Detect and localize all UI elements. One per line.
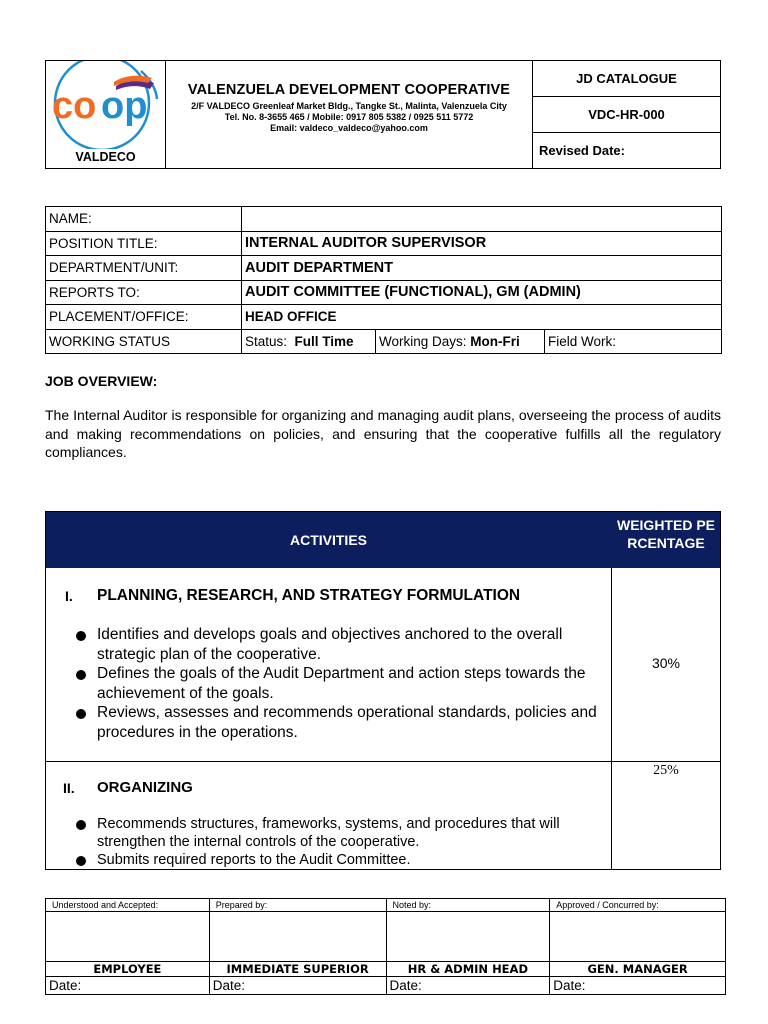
department-value: AUDIT DEPARTMENT <box>242 256 722 281</box>
section-1-items <box>46 625 606 742</box>
name-row <box>46 207 722 232</box>
activities-table <box>45 511 721 870</box>
reports-label: REPORTS TO: <box>46 280 242 305</box>
gm-signature-space <box>550 912 726 962</box>
hr-signature-space <box>386 912 550 962</box>
general-manager-role: GEN. MANAGER <box>550 962 726 977</box>
activities-header-label: ACTIVITIES <box>289 532 367 548</box>
logo-co-text: co <box>52 85 97 127</box>
immediate-superior-role: IMMEDIATE SUPERIOR <box>209 962 386 977</box>
name-label: NAME: <box>46 207 242 232</box>
section-1-number: I. <box>65 588 73 604</box>
hr-admin-head-role: HR & ADMIN HEAD <box>386 962 550 977</box>
section-2-title: ORGANIZING <box>97 779 193 796</box>
organization-address: 2/F VALDECO Greenleaf Market Bldg., Tangke St., Malinta, Valenzuela City <box>191 101 507 111</box>
prepared-by-label: Prepared by: <box>209 899 386 912</box>
placement-label: PLACEMENT/OFFICE: <box>46 305 242 330</box>
bullet-icon <box>76 631 86 641</box>
activities-header <box>46 512 720 568</box>
column-divider <box>611 568 612 870</box>
section-1-item: Reviews, assesses and recommends operational standards, policies and procedures in the operations. <box>46 703 606 742</box>
section-1-title: PLANNING, RESEARCH, AND STRATEGY FORMULATION <box>97 587 521 604</box>
document-code: VDC-HR-000 <box>533 97 720 133</box>
logo-label: VALDECO <box>75 150 136 164</box>
job-overview-text: The Internal Auditor is responsible for organizing and managing audit plans, overseeing the process of audits and making recommendations on policies, and ensuring that the cooperative fulfills all the regulatory compliances. <box>45 407 721 460</box>
section-1-percentage: 30% <box>651 655 681 671</box>
placement-value: HEAD OFFICE <box>242 305 722 330</box>
name-value <box>242 207 722 232</box>
catalogue-title: JD CATALOGUE <box>533 61 720 97</box>
organization-phone: Tel. No. 8-3655 465 / Mobile: 0917 805 5382 / 0925 511 5772 <box>224 112 474 122</box>
catalogue-info <box>533 61 720 168</box>
working-days-label: Working Days: <box>379 333 467 349</box>
section-1-item: Defines the goals of the Audit Department and action steps towards the achievement of the goals. <box>46 664 606 703</box>
signature-header-row <box>46 899 726 912</box>
organization-name: VALENZUELA DEVELOPMENT COOPERATIVE <box>187 82 511 98</box>
section-2-number: II. <box>63 780 75 796</box>
placement-row <box>46 305 722 330</box>
employee-info-table <box>45 206 722 354</box>
signature-date-row <box>46 977 726 995</box>
working-status-label: WORKING STATUS <box>46 329 242 354</box>
section-2-percentage: 25% <box>653 763 679 778</box>
position-value: INTERNAL AUDITOR SUPERVISOR <box>242 231 722 256</box>
status-cell <box>242 329 376 354</box>
reports-value: AUDIT COMMITTEE (FUNCTIONAL), GM (ADMIN) <box>242 280 722 305</box>
noted-by-label: Noted by: <box>386 899 550 912</box>
bullet-icon <box>76 856 86 866</box>
working-days-cell <box>376 329 545 354</box>
position-label: POSITION TITLE: <box>46 231 242 256</box>
approved-by-label: Approved / Concurred by: <box>550 899 726 912</box>
section-2-items <box>46 815 606 869</box>
status-value: Full Time <box>294 333 354 349</box>
working-days-value: Mon-Fri <box>470 333 520 349</box>
field-work-cell <box>545 329 722 354</box>
understood-accepted-label: Understood and Accepted: <box>46 899 210 912</box>
section-2-item: Submits required reports to the Audit Committee. <box>46 851 606 869</box>
logo-op-text: op <box>101 85 148 127</box>
section-2-item: Recommends structures, frameworks, systems, and procedures that will strengthen the internal controls of the cooperative. <box>46 815 606 851</box>
bullet-icon <box>76 820 86 830</box>
job-overview-title: JOB OVERVIEW: <box>45 373 158 389</box>
section-1-item: Identifies and develops goals and objectives anchored to the overall strategic plan of the cooperative. <box>46 625 606 664</box>
employee-signature-space <box>46 912 210 962</box>
organization-email: Email: valdeco_valdeco@yahoo.com <box>270 123 428 133</box>
reports-row <box>46 280 722 305</box>
row-divider <box>46 761 720 762</box>
bullet-icon <box>76 670 86 680</box>
signature-space-row <box>46 912 726 962</box>
employee-role: EMPLOYEE <box>46 962 210 977</box>
department-label: DEPARTMENT/UNIT: <box>46 256 242 281</box>
gm-date: Date: <box>550 977 726 995</box>
department-row <box>46 256 722 281</box>
working-status-row <box>46 329 722 354</box>
field-work-label: Field Work: <box>548 333 617 349</box>
revised-date: Revised Date: <box>539 143 625 158</box>
superior-date: Date: <box>209 977 386 995</box>
coop-logo <box>46 61 165 149</box>
bullet-icon <box>76 709 86 719</box>
status-label: Status: <box>245 333 288 349</box>
weighted-percentage-header: WEIGHTED PERCENTAGE <box>616 517 715 551</box>
superior-signature-space <box>209 912 386 962</box>
signature-role-row <box>46 962 726 977</box>
organization-info <box>166 61 533 168</box>
hr-date: Date: <box>386 977 550 995</box>
employee-date: Date: <box>46 977 210 995</box>
document-header <box>45 60 721 169</box>
logo-cell <box>46 61 166 168</box>
signature-table <box>45 898 726 995</box>
position-row <box>46 231 722 256</box>
